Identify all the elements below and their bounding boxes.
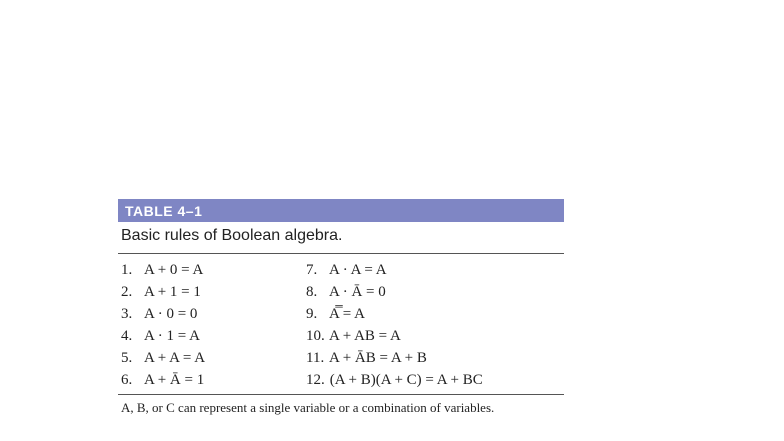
rule-8: 8. A · Ā = 0	[306, 284, 386, 300]
rule-4: 4. A · 1 = A	[121, 328, 200, 344]
table-footnote: A, B, or C can represent a single variable or a combination of variables.	[121, 400, 495, 415]
table-caption: Basic rules of Boolean algebra.	[121, 227, 343, 244]
rule-10: 10. A + AB = A	[306, 328, 401, 344]
table-title-bar	[118, 199, 564, 222]
table-label: TABLE 4–1	[125, 202, 203, 219]
boolean-rules-table	[118, 199, 564, 416]
rules-right-column	[306, 259, 483, 391]
rules-left-column	[121, 259, 205, 391]
rule-3: 3. A · 0 = 0	[121, 306, 198, 322]
rule-6: 6. A + Ā = 1	[121, 372, 205, 388]
rule-12: 12. (A + B)(A + C) = A + BC	[306, 372, 483, 388]
rule-11: 11. A + ĀB = A + B	[306, 350, 427, 366]
rule-9: 9. A̿ = A	[306, 306, 365, 322]
rule-2: 2. A + 1 = 1	[121, 284, 201, 300]
rule-7: 7. A · A = A	[306, 262, 387, 278]
rule-5: 5. A + A = A	[121, 350, 206, 366]
rules-list	[118, 254, 564, 394]
rule-1: 1. A + 0 = A	[121, 262, 204, 278]
